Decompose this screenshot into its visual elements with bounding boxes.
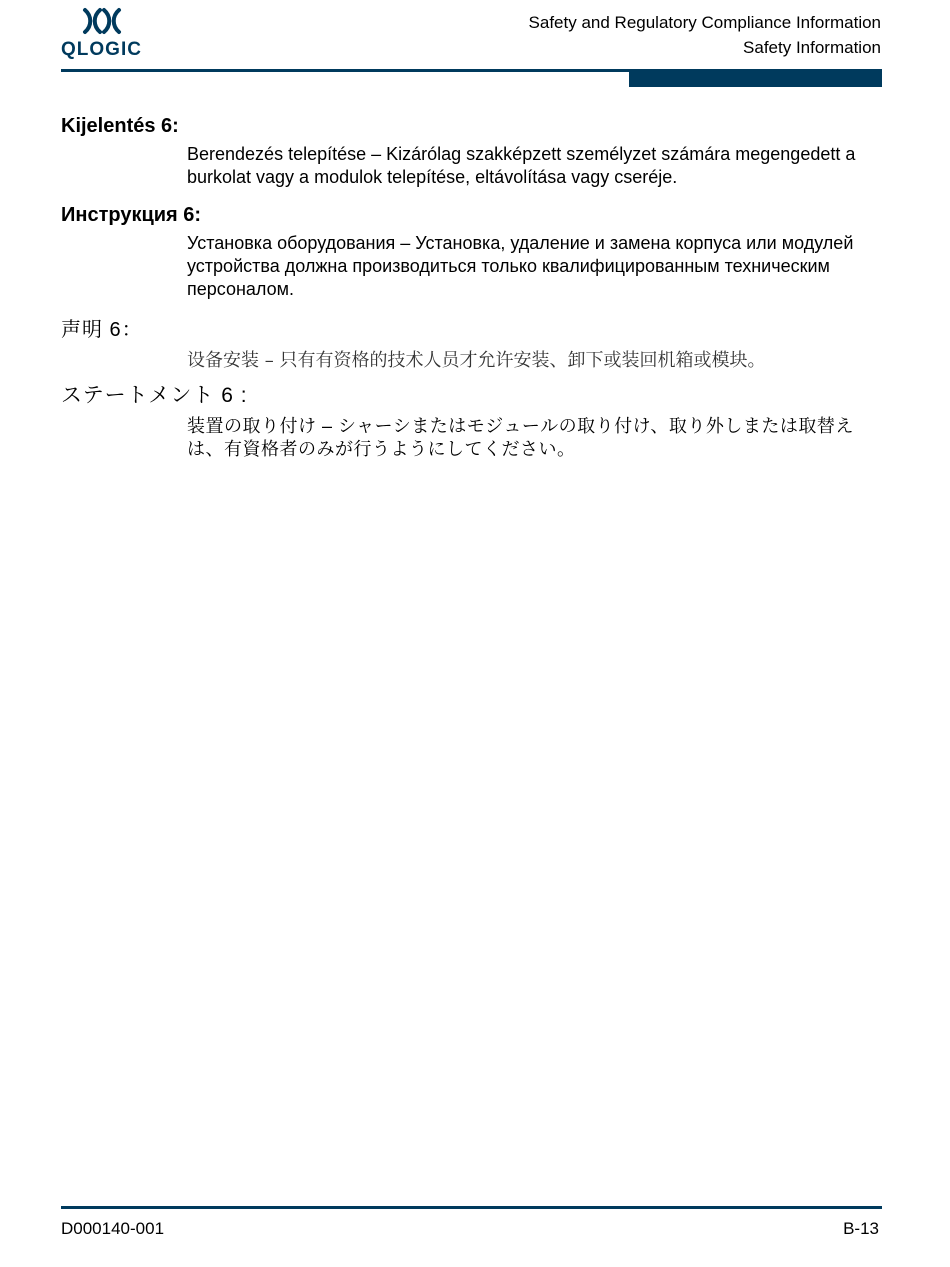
statement-body: 装置の取り付け – シャーシまたはモジュールの取り付け、取り外しまたは取替えは、有資格者のみが行うようにしてください。 bbox=[187, 416, 854, 459]
logo-wordmark: QLOGIC bbox=[61, 39, 142, 60]
footer-doc-number: D000140-001 bbox=[61, 1219, 165, 1238]
statement-body: Berendezés telepítése – Kizárólag szakképzett személyzet számára megengedett a burkolat vagy a modulok telepítése, eltávolítása vagy cseréje. bbox=[187, 144, 856, 187]
statement-body: Установка оборудования – Установка, удаление и замена корпуса или модулей устройства должна производиться только квалифицированным техническим персоналом. bbox=[187, 233, 854, 299]
header-accent-block bbox=[629, 69, 882, 87]
statement-japanese bbox=[61, 383, 882, 461]
header-title-line2: Safety Information bbox=[743, 38, 881, 57]
header-title-line1: Safety and Regulatory Compliance Information bbox=[528, 13, 881, 32]
statement-heading: 声明 6： bbox=[61, 319, 143, 341]
statement-heading: ステートメント 6 : bbox=[61, 384, 248, 407]
statement-heading: Kijelentés 6: bbox=[61, 115, 179, 137]
qlogic-logo-mark bbox=[60, 6, 152, 62]
statement-body: 设备安装 – 只有有资格的技术人员才允许安装、卸下或装回机箱或模块。 bbox=[187, 350, 766, 371]
footer-page-number: B-13 bbox=[843, 1219, 879, 1238]
qlogic-logo bbox=[60, 6, 152, 62]
statement-heading: Инструкция 6: bbox=[61, 204, 202, 226]
statement-russian bbox=[61, 202, 882, 301]
footer-rule bbox=[61, 1206, 882, 1209]
running-header bbox=[529, 10, 881, 60]
statement-hungarian bbox=[61, 113, 882, 189]
statement-chinese bbox=[61, 317, 882, 373]
